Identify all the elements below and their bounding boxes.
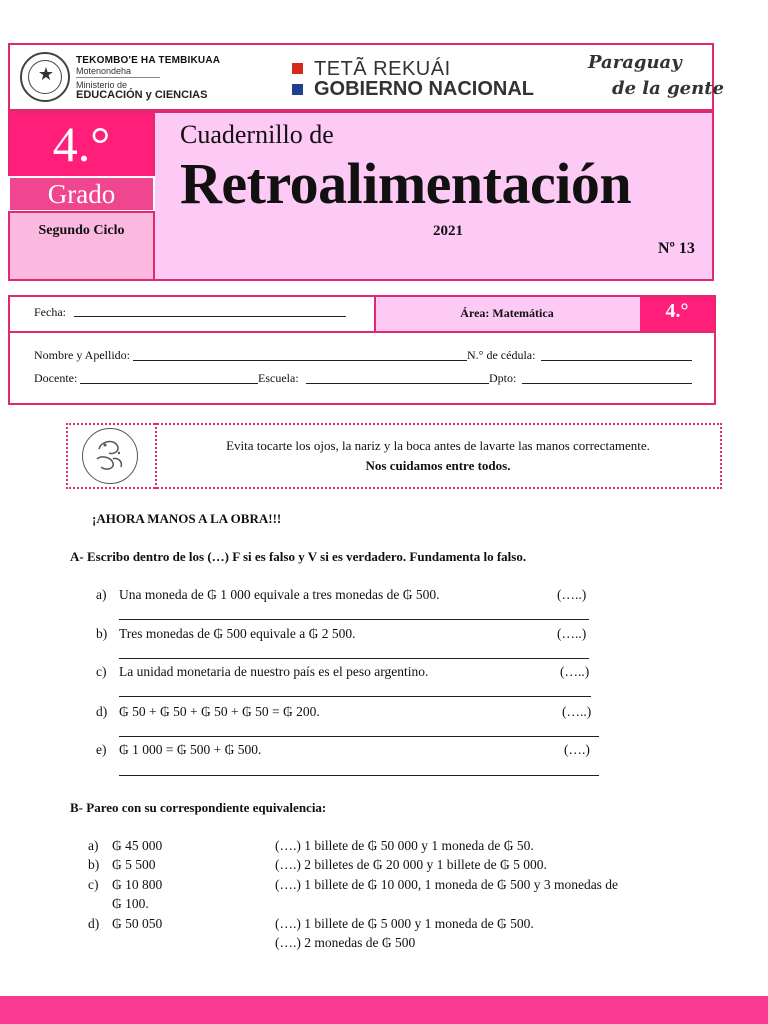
match-option[interactable]: (….) 2 monedas de ₲ 500 xyxy=(275,935,416,950)
date-label: Fecha: xyxy=(34,305,66,319)
booklet-subtitle: Cuadernillo de xyxy=(180,120,334,149)
match-option-continuation: ₲ 100. xyxy=(112,896,149,911)
id-number-field[interactable] xyxy=(541,360,692,361)
date-field[interactable] xyxy=(74,316,346,317)
flag-red-square-icon xyxy=(292,63,303,74)
item-letter: c) xyxy=(96,664,107,679)
divider xyxy=(155,423,157,489)
section-a-heading: A- Escribo dentro de los (…) F si es falso y V si es verdadero. Fundamenta lo falso. xyxy=(70,549,527,564)
flag-blue-square-icon xyxy=(292,84,303,95)
cycle-label: Segundo Ciclo xyxy=(38,223,125,238)
justification-line[interactable] xyxy=(119,619,589,620)
hygiene-notice xyxy=(66,423,722,489)
divider xyxy=(76,77,160,78)
item-statement: ₲ 1 000 = ₲ 500 + ₲ 500. xyxy=(119,742,262,757)
notice-text: Evita tocarte los ojos, la nariz y la boca antes de lavarte las manos correctamente. xyxy=(226,438,650,453)
item-statement: La unidad monetaria de nuestro país es el peso argentino. xyxy=(119,664,429,679)
slogan-line-2: de la gente xyxy=(612,78,724,99)
amount: ₲ 10 800 xyxy=(112,877,163,892)
ministry-name-guarani: TEKOMBO'E HA TEMBIKUAA xyxy=(76,55,221,66)
item-letter: b) xyxy=(88,857,100,872)
justification-line[interactable] xyxy=(119,775,599,776)
item-letter: d) xyxy=(96,704,108,719)
name-field[interactable] xyxy=(133,360,467,361)
government-name-guarani: TETÃ REKUÁI xyxy=(314,58,451,80)
justification-line[interactable] xyxy=(119,658,589,659)
item-letter: d) xyxy=(88,916,100,931)
name-label: Nombre y Apellido: xyxy=(34,348,130,362)
star-icon: ★ xyxy=(37,64,55,84)
justification-line[interactable] xyxy=(119,736,599,737)
item-statement: Una moneda de ₲ 1 000 equivale a tres monedas de ₲ 500. xyxy=(119,587,440,602)
government-name: GOBIERNO NACIONAL xyxy=(314,78,534,100)
match-option[interactable]: (….) 1 billete de ₲ 5 000 y 1 moneda de ₲ 500. xyxy=(275,916,534,931)
item-statement: Tres monedas de ₲ 500 equivale a ₲ 2 500. xyxy=(119,626,356,641)
item-letter: a) xyxy=(96,587,107,602)
justification-line[interactable] xyxy=(119,696,591,697)
notice-motto: Nos cuidamos entre todos. xyxy=(365,458,511,473)
school-field[interactable] xyxy=(306,383,489,384)
amount: ₲ 50 050 xyxy=(112,916,163,931)
booklet-number: Nº 13 xyxy=(658,240,695,257)
slogan-line-1: Paraguay xyxy=(588,52,682,73)
answer-blank[interactable]: (….) xyxy=(564,742,590,757)
answer-blank[interactable]: (…..) xyxy=(557,587,587,602)
match-option[interactable]: (….) 1 billete de ₲ 10 000, 1 moneda de ₲ 500 y 3 monedas de xyxy=(275,877,619,892)
match-option[interactable]: (….) 1 billete de ₲ 50 000 y 1 moneda de ₲ 50. xyxy=(275,838,534,853)
grade-number: 4.° xyxy=(52,116,111,172)
item-letter: c) xyxy=(88,877,99,892)
teacher-label: Docente: xyxy=(34,371,78,385)
answer-blank[interactable]: (…..) xyxy=(557,626,587,641)
amount: ₲ 45 000 xyxy=(112,838,163,853)
item-letter: b) xyxy=(96,626,108,641)
year-label: 2021 xyxy=(433,223,463,239)
match-option[interactable]: (….) 2 billetes de ₲ 20 000 y 1 billete de ₲ 5 000. xyxy=(275,857,547,872)
answer-blank[interactable]: (…..) xyxy=(560,664,590,679)
item-statement: ₲ 50 + ₲ 50 + ₲ 50 + ₲ 50 = ₲ 200. xyxy=(119,704,320,719)
grade-badge: 4.° xyxy=(665,300,689,322)
teacher-field[interactable] xyxy=(80,383,258,384)
grade-word: Grado xyxy=(47,179,116,209)
area-label: Área: Matemática xyxy=(460,306,554,320)
intro-heading: ¡AHORA MANOS A LA OBRA!!! xyxy=(92,511,282,526)
item-letter: e) xyxy=(96,742,107,757)
item-letter: a) xyxy=(88,838,99,853)
id-number-label: N.° de cédula: xyxy=(467,348,536,362)
department-label: Dpto: xyxy=(489,371,517,385)
ministry-name: EDUCACIÓN y CIENCIAS xyxy=(76,89,208,101)
ministry-subtitle-guarani: Motenondeha xyxy=(76,66,132,76)
footer-bar xyxy=(0,996,768,1024)
booklet-title: Retroalimentación xyxy=(180,151,632,216)
department-field[interactable] xyxy=(522,383,692,384)
ministry-label: Ministerio de xyxy=(76,80,128,90)
handwashing-icon xyxy=(82,428,138,484)
divider xyxy=(8,331,716,333)
answer-blank[interactable]: (…..) xyxy=(562,704,592,719)
school-label: Escuela: xyxy=(258,371,299,385)
divider xyxy=(8,211,155,213)
amount: ₲ 5 500 xyxy=(112,857,156,872)
section-b-heading: B- Pareo con su correspondiente equivalencia: xyxy=(70,800,327,815)
